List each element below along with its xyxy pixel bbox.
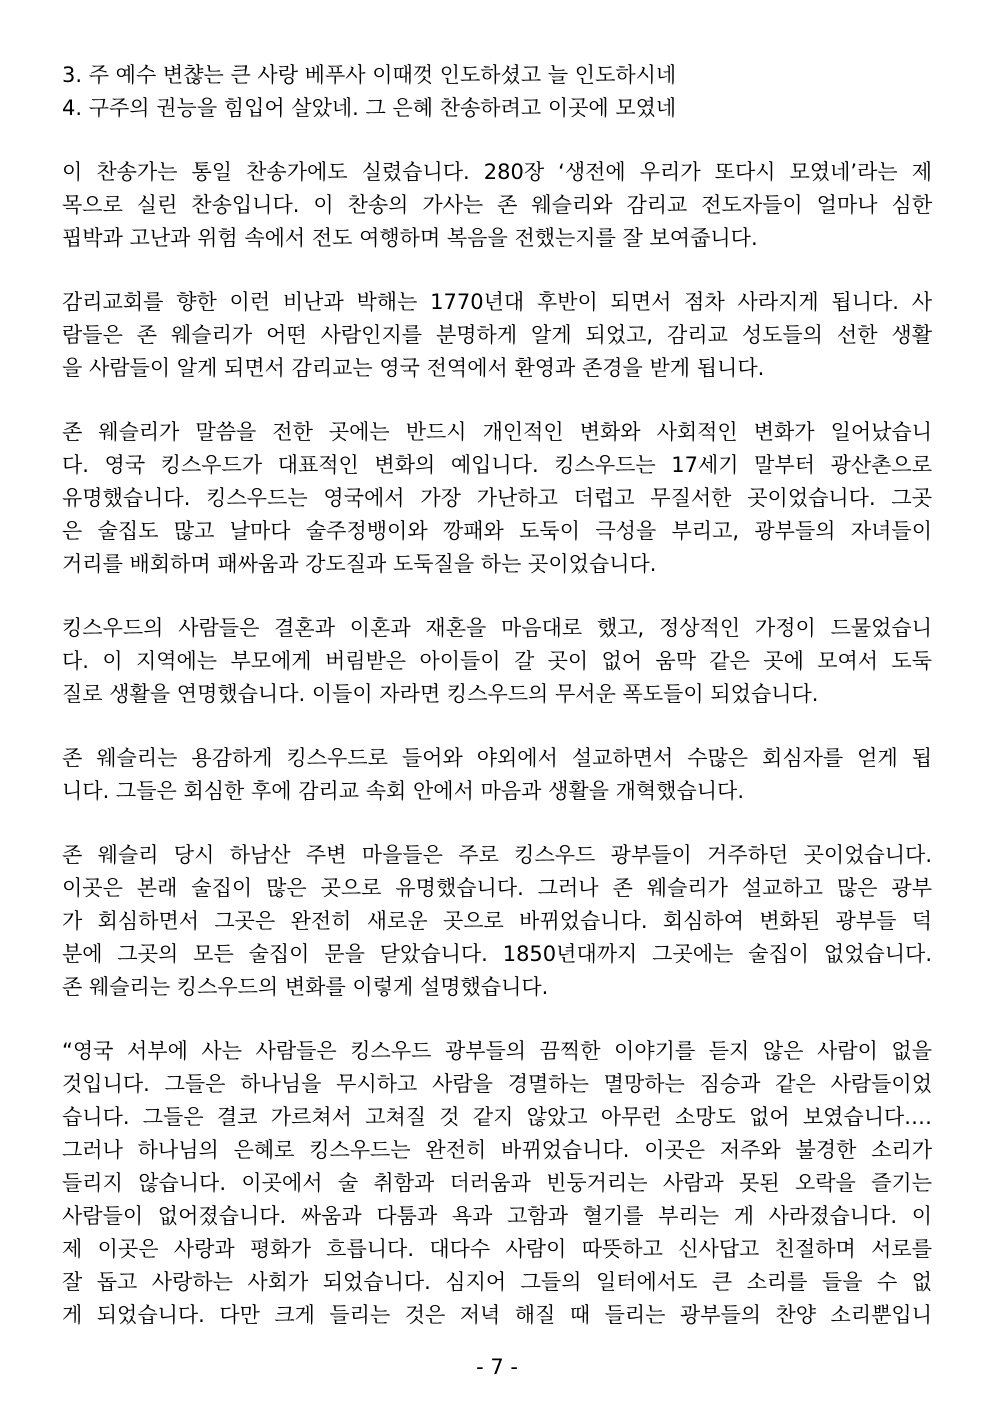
paragraph-line: 거리를 배회하며 패싸움과 강도질과 도둑질을 하는 곳이었습니다. — [62, 552, 657, 576]
paragraph-line: 존 웨슬리는 용감하게 킹스우드로 들어와 야외에서 설교하면서 수많은 회심자를 얻게 됩 — [62, 746, 932, 770]
paragraph-6 — [62, 839, 932, 1004]
paragraph-1 — [62, 156, 932, 255]
paragraph-line: 이 찬송가는 통일 찬송가에도 실렸습니다. 280장 ‘생전에 우리가 또다시 모였네’라는 제 — [62, 160, 932, 184]
hymn-verse-list — [62, 59, 932, 125]
paragraph-line: 게 되었습니다. 다만 크게 들리는 것은 저녁 해질 때 들리는 광부들의 찬양 소리뿐입니 — [62, 1303, 932, 1327]
paragraph-line: 다. 이 지역에는 부모에게 버림받은 아이들이 갈 곳이 없어 움막 같은 곳에 모여서 도둑 — [62, 649, 932, 673]
paragraph-line: “영국 서부에 사는 사람들은 킹스우드 광부들의 끔찍한 이야기를 듣지 않은 사람이 없을 — [62, 1039, 932, 1063]
paragraph-4 — [62, 612, 932, 711]
paragraph-line: 핍박과 고난과 위험 속에서 전도 여행하며 복음을 전했는지를 잘 보여줍니다. — [62, 226, 758, 250]
paragraph-line: 존 웨슬리 당시 하남산 주변 마을들은 주로 킹스우드 광부들이 거주하던 곳이었습니다. — [62, 843, 932, 867]
paragraph-line: 가 회심하면서 그곳은 완전히 새로운 곳으로 바뀌었습니다. 회심하여 변화된 광부들 덕 — [62, 909, 932, 933]
hymn-line-4: 4. 구주의 권능을 힘입어 살았네. 그 은혜 찬송하려고 이곳에 모였네 — [62, 96, 677, 120]
paragraph-line: 제 이곳은 사랑과 평화가 흐릅니다. 대다수 사람이 따뜻하고 신사답고 친절하며 서로를 — [62, 1237, 932, 1261]
paragraph-line: 잘 돕고 사랑하는 사회가 되었습니다. 심지어 그들의 일터에서도 큰 소리를 들을 수 없 — [62, 1270, 932, 1294]
paragraph-line: 이곳은 본래 술집이 많은 곳으로 유명했습니다. 그러나 존 웨슬리가 설교하고 많은 광부 — [62, 876, 932, 900]
paragraph-line: 사람들이 없어졌습니다. 싸움과 다툼과 욕과 고함과 혈기를 부리는 게 사라졌습니다. 이 — [62, 1204, 932, 1228]
paragraph-line: 분에 그곳의 모든 술집이 문을 닫았습니다. 1850년대까지 그곳에는 술집이 없었습니다. — [62, 942, 932, 966]
paragraph-line: 을 사람들이 알게 되면서 감리교는 영국 전역에서 환영과 존경을 받게 됩니다. — [62, 356, 765, 380]
paragraph-7-quote — [62, 1035, 932, 1332]
paragraph-line: 습니다. 그들은 결코 가르쳐서 고쳐질 것 같지 않았고 아무런 소망도 없어 보였습니다.… — [62, 1105, 932, 1129]
document-body — [62, 156, 932, 1332]
paragraph-line: 존 웨슬리가 말씀을 전한 곳에는 반드시 개인적인 변화와 사회적인 변화가 일어났습니 — [62, 420, 932, 444]
paragraph-line: 람들은 존 웨슬리가 어떤 사람인지를 분명하게 알게 되었고, 감리교 성도들의 선한 생활 — [62, 323, 932, 347]
paragraph-line: 다. 영국 킹스우드가 대표적인 변화의 예입니다. 킹스우드는 17세기 말부터 광산촌으로 — [62, 453, 932, 477]
paragraph-line: 감리교회를 향한 이런 비난과 박해는 1770년대 후반이 되면서 점차 사라지게 됩니다. 사 — [62, 290, 932, 314]
paragraph-2 — [62, 286, 932, 385]
paragraph-line: 것입니다. 그들은 하나님을 무시하고 사람을 경멸하는 멸망하는 짐승과 같은 사람들이었 — [62, 1072, 932, 1096]
paragraph-3 — [62, 416, 932, 581]
paragraph-line: 질로 생활을 연명했습니다. 이들이 자라면 킹스우드의 무서운 폭도들이 되었습니다. — [62, 682, 819, 706]
paragraph-line: 그러나 하나님의 은혜로 킹스우드는 완전히 바뀌었습니다. 이곳은 저주와 불경한 소리가 — [62, 1138, 932, 1162]
paragraph-line: 니다. 그들은 회심한 후에 감리교 속회 안에서 마음과 생활을 개혁했습니다. — [62, 779, 745, 803]
page-number: - 7 - — [476, 1355, 518, 1379]
paragraph-line: 존 웨슬리는 킹스우드의 변화를 이렇게 설명했습니다. — [62, 975, 549, 999]
paragraph-5 — [62, 742, 932, 808]
paragraph-line: 목으로 실린 찬송입니다. 이 찬송의 가사는 존 웨슬리와 감리교 전도자들이 얼마나 심한 — [62, 193, 932, 217]
paragraph-line: 은 술집도 많고 날마다 술주정뱅이와 깡패와 도둑이 극성을 부리고, 광부들의 자녀들이 — [62, 519, 932, 543]
paragraph-line: 킹스우드의 사람들은 결혼과 이혼과 재혼을 마음대로 했고, 정상적인 가정이 드물었습니 — [62, 616, 932, 640]
paragraph-line: 유명했습니다. 킹스우드는 영국에서 가장 가난하고 더럽고 무질서한 곳이었습니다. 그곳 — [62, 486, 932, 510]
hymn-line-3: 3. 주 예수 변챦는 큰 사랑 베푸사 이때껏 인도하셨고 늘 인도하시네 — [62, 63, 677, 87]
paragraph-line: 들리지 않습니다. 이곳에서 술 취함과 더러움과 빈둥거리는 사람과 못된 오락을 즐기는 — [62, 1171, 932, 1195]
